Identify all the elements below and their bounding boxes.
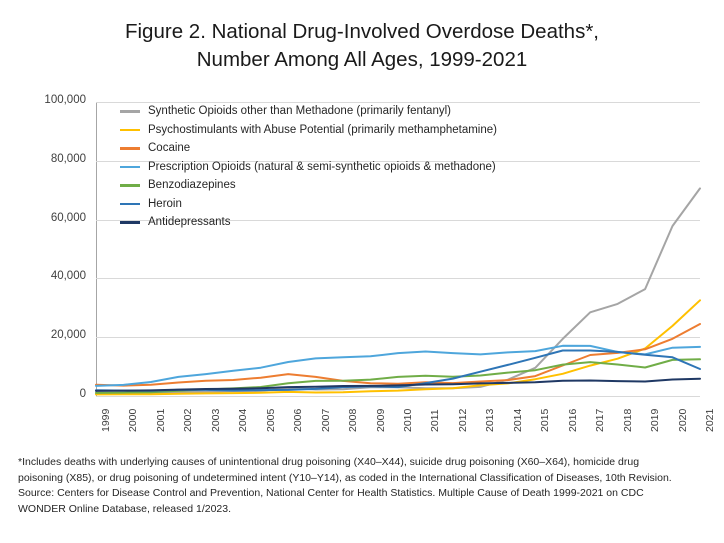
y-axis-tick-label: 40,000 [50,270,86,283]
footnote-line-2: poisoning (X85), or drug poisoning of undetermined intent (Y10–Y14), as coded in the International Classification of Diseases, 10th Revision. [18,471,672,484]
footnote-line-4: WONDER Online Database, released 1/2023. [18,502,232,515]
y-axis-tick-label: 80,000 [50,152,86,165]
title-line-1: Figure 2. National Drug-Involved Overdose Deaths*, [124,20,599,43]
x-axis-tick-label: 2009 [374,408,387,432]
x-axis-tick-label: 2013 [484,408,497,432]
x-axis-tick-label: 2008 [347,408,360,432]
legend-label: Synthetic Opioids other than Methadone (primarily fentanyl) [148,105,451,118]
x-axis-tick-label: 2018 [621,408,634,432]
x-axis-tick-label: 2019 [649,408,662,432]
y-axis-tick-label: 0 [79,388,86,400]
legend-item[interactable] [120,213,497,232]
line-chart [0,90,724,440]
legend-label: Psychostimulants with Abuse Potential (primarily methamphetamine) [148,123,497,136]
x-axis-tick-label: 2006 [292,408,305,432]
x-axis-tick-label: 2011 [429,409,442,432]
legend-color-swatch [120,184,140,187]
chart-legend [120,102,497,232]
legend-item[interactable] [120,176,497,195]
footnote-line-3: Source: Centers for Disease Control and Prevention, National Center for Health Statistics. Multiple Cause of Death 1999-2021 on CDC [18,487,644,499]
legend-item[interactable] [120,121,497,140]
legend-color-swatch [120,110,140,113]
legend-color-swatch [120,203,140,206]
x-axis-tick-label: 2005 [264,408,277,432]
x-axis-tick-label: 2000 [127,408,140,432]
legend-item[interactable] [120,139,497,158]
legend-label: Antidepressants [148,216,231,229]
x-axis-tick-label: 2002 [182,408,195,432]
y-axis-tick-label: 60,000 [50,211,86,224]
x-axis-tick-label: 2017 [594,408,607,432]
legend-label: Heroin [148,197,182,210]
x-axis-tick-label: 2001 [154,408,167,432]
legend-label: Cocaine [148,142,191,155]
x-axis-tick-label: 2003 [209,408,222,432]
page-title [0,18,724,74]
legend-color-swatch [120,166,140,169]
x-axis-tick-label: 2014 [511,408,524,432]
legend-color-swatch [120,221,140,224]
x-axis-tick-label: 2015 [539,408,552,432]
x-axis-tick-label: 2007 [319,408,332,432]
legend-color-swatch [120,147,140,150]
legend-label: Prescription Opioids (natural & semi-synthetic opioids & methadone) [148,160,496,173]
x-axis-tick-label: 2010 [402,408,414,432]
y-axis-tick-label: 20,000 [50,329,86,342]
legend-item[interactable] [120,102,497,121]
x-axis-tick-label: 2004 [237,408,250,432]
legend-item[interactable] [120,195,497,214]
legend-item[interactable] [120,158,497,177]
x-axis-tick-label: 1999 [100,408,112,432]
y-axis-tick-label: 100,000 [44,94,86,106]
x-axis-tick-label: 2021 [704,408,716,432]
x-axis-tick-label: 2016 [566,408,579,432]
title-line-2: Number Among All Ages, 1999-2021 [196,48,528,71]
footnote-line-1: *Includes deaths with underlying causes of unintentional drug poisoning (X40–X44), suicide drug poisoning (X60–X64), homicide drug [18,456,640,468]
footnote [18,455,708,517]
legend-label: Benzodiazepines [148,179,236,192]
x-axis-tick-label: 2020 [676,408,689,432]
x-axis-tick-label: 2012 [456,408,469,432]
series-line [96,379,700,391]
legend-color-swatch [120,129,140,132]
